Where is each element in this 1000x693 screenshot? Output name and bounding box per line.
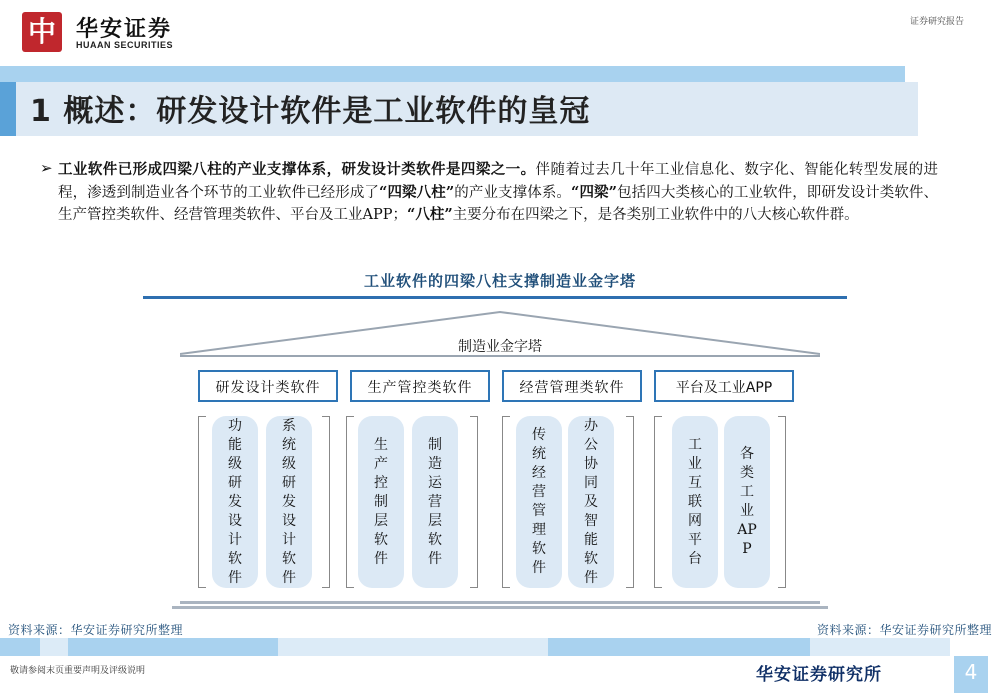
group-bracket-left-4 — [654, 416, 662, 588]
bullet-bold-2: “四梁八柱” — [379, 183, 455, 201]
footer-band-segment — [810, 638, 950, 656]
logo-english-name: HUAAN SECURITIES — [76, 40, 174, 50]
pillar-2 — [266, 416, 312, 588]
bullet-text — [58, 159, 938, 227]
pillar-1 — [212, 416, 258, 588]
group-bracket-right-2 — [470, 416, 478, 588]
pillar-7 — [672, 416, 718, 588]
pillar-2-label: 系统级研发设计软件 — [282, 417, 296, 586]
beam-business-management: 经营管理类软件 — [502, 370, 642, 402]
diagram-title-rule — [143, 296, 847, 299]
footer-band-segment — [0, 638, 40, 656]
logo-chinese-name: 华安证券 — [76, 16, 173, 42]
pillar-4-label: 制造运营层软件 — [428, 436, 442, 567]
page-title: 1 概述：研发设计软件是工业软件的皇冠 — [30, 94, 591, 129]
beam-rd-design: 研发设计类软件 — [198, 370, 338, 402]
source-note-right: 资料来源：华安证券研究所整理 — [816, 623, 992, 637]
group-bracket-right-1 — [322, 416, 330, 588]
pillar-8 — [724, 416, 770, 588]
beam-production-control: 生产管控类软件 — [350, 370, 490, 402]
report-type-tag: 证券研究报告 — [909, 17, 964, 27]
bullet-arrow-icon: ➢ — [40, 159, 53, 177]
group-bracket-right-4 — [778, 416, 786, 588]
pillar-3-label: 生产控制层软件 — [374, 436, 388, 567]
group-bracket-left-2 — [346, 416, 354, 588]
pillar-7-label: 工业互联网平台 — [688, 436, 702, 567]
bullet-text-1: 伴随着过去几十年工业信息化、数字化、智能化转型发展的进程，渗透到制造业各个环节的工业软件已经形成了 — [58, 162, 938, 201]
bullet-text-4: 主要分布在四梁之下，是各类别工业软件中的八大核心软件群。 — [452, 207, 859, 223]
group-bracket-left-1 — [198, 416, 206, 588]
pillar-5-label: 传统经营管理软件 — [532, 427, 546, 576]
bullet-bold-3: “四梁” — [571, 183, 617, 201]
footer-disclaimer: 敬请参阅末页重要声明及评级说明 — [10, 666, 146, 676]
bullet-bold-4: “八柱” — [406, 206, 453, 223]
pillar-3 — [358, 416, 404, 588]
header-band-light — [0, 66, 905, 82]
source-note-left: 资料来源：华安证券研究所整理 — [8, 623, 184, 637]
bullet-bold-lead: 工业软件已形成四梁八柱的产业支撑体系，研发设计类软件是四梁之一。 — [58, 161, 536, 178]
pillar-1-label: 功能级研发设计软件 — [228, 417, 242, 586]
bullet-text-3: 包括四大类核心的工业软件，即研发设计类软件、生产管控类软件、经营管理类软件、平台及工业APP； — [58, 184, 939, 223]
beam-platform-app: 平台及工业APP — [654, 370, 794, 402]
pillar-6 — [568, 416, 614, 588]
base-step-lower — [172, 606, 828, 609]
pillar-5 — [516, 416, 562, 588]
group-bracket-left-3 — [502, 416, 510, 588]
footer-band-segment — [548, 638, 810, 656]
bullet-text-2: 的产业支撑体系。 — [454, 184, 572, 201]
logo-glyph: 中 — [27, 15, 56, 48]
roof-label: 制造业金字塔 — [458, 339, 542, 355]
footer-band-segment — [40, 638, 68, 656]
footer-band-segment — [68, 638, 278, 656]
pillar-6-label: 办公协同及智能软件 — [584, 417, 598, 586]
footer-brand: 华安证券研究所 — [756, 665, 882, 685]
pillar-8-label: 各类工业APP — [737, 446, 757, 557]
page-number: 4 — [964, 660, 978, 684]
base-step-upper — [180, 601, 820, 604]
footer-band-segment — [278, 638, 548, 656]
logo-mark — [22, 12, 62, 52]
title-accent-bar — [0, 82, 16, 136]
group-bracket-right-3 — [626, 416, 634, 588]
pillar-4 — [412, 416, 458, 588]
diagram-title: 工业软件的四梁八柱支撑制造业金字塔 — [363, 272, 636, 290]
